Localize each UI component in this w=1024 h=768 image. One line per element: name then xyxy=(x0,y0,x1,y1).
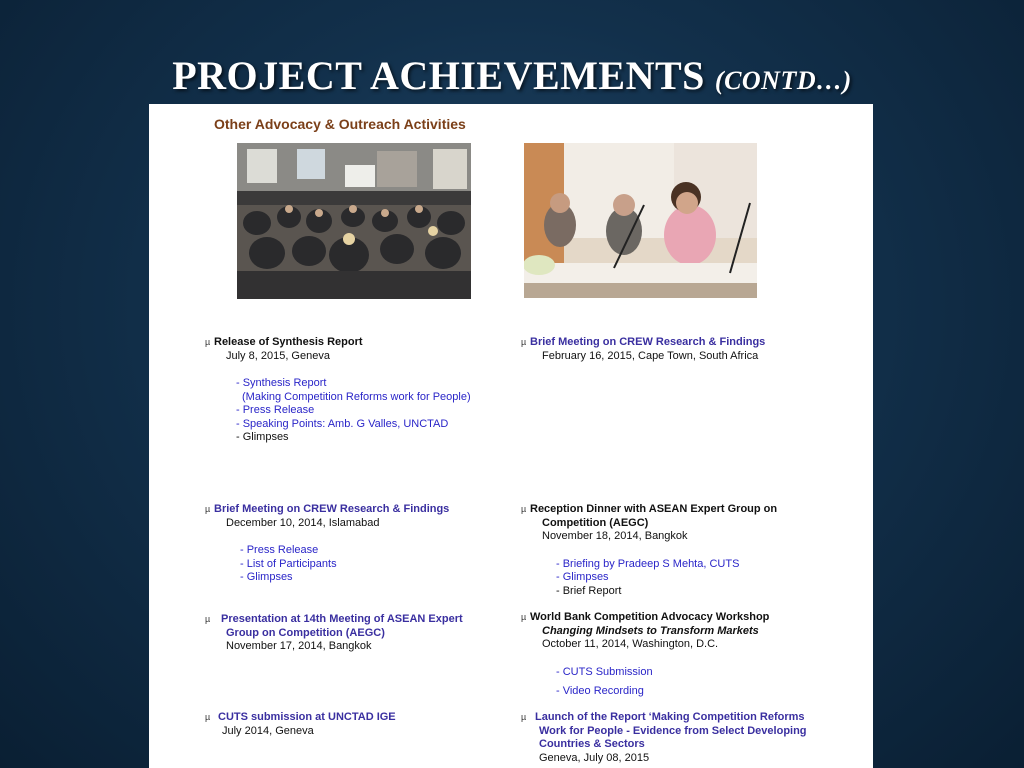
item-title[interactable]: CUTS submission at UNCTAD IGE xyxy=(218,711,396,723)
section-heading: Other Advocacy & Outreach Activities xyxy=(214,116,466,132)
bullet-icon: µ xyxy=(205,712,211,722)
list-item-report-launch xyxy=(521,711,861,765)
list-item-world-bank-workshop xyxy=(521,611,861,699)
link-press-release[interactable]: - Press Release xyxy=(236,404,315,416)
item-date: October 11, 2014, Washington, D.C. xyxy=(542,638,719,650)
item-title-line2[interactable]: Work for People - Evidence from Select Developing xyxy=(539,724,807,737)
list-item-aegc-presentation xyxy=(205,613,515,654)
link-list-of-participants[interactable]: - List of Participants xyxy=(240,557,337,570)
link-glimpses[interactable]: - Glimpses xyxy=(240,571,293,583)
bullet-icon: µ xyxy=(521,337,527,347)
item-date: February 16, 2015, Cape Town, South Africa xyxy=(542,349,759,362)
bullet-icon: µ xyxy=(521,712,527,722)
item-links xyxy=(205,544,505,585)
item-title-line2[interactable]: Group on Competition (AEGC) xyxy=(226,626,385,639)
item-title-line1[interactable]: Launch of the Report ‘Making Competition Reforms xyxy=(535,711,805,723)
item-title-line1: Reception Dinner with ASEAN Expert Group on xyxy=(530,503,778,515)
item-title-line2: Competition (AEGC) xyxy=(542,516,649,529)
item-title: World Bank Competition Advocacy Workshop xyxy=(530,611,770,623)
slide-title-suffix: (CONTD…) xyxy=(714,66,852,95)
link-speaking-points[interactable]: - Speaking Points: Amb. G Valles, UNCTAD xyxy=(236,417,449,430)
slide-title xyxy=(0,52,1024,99)
bullet-icon: µ xyxy=(205,504,211,514)
item-subtitle: Changing Mindsets to Transform Markets xyxy=(542,624,759,637)
link-cuts-submission[interactable]: - CUTS Submission xyxy=(556,665,653,678)
bullet-icon: µ xyxy=(205,614,211,624)
item-title[interactable]: Brief Meeting on CREW Research & Findings xyxy=(530,336,766,348)
link-synthesis-report[interactable]: - Synthesis Report xyxy=(236,377,327,389)
item-date: July 8, 2015, Geneva xyxy=(226,349,330,362)
screenshot-panel xyxy=(149,104,873,768)
item-date: November 18, 2014, Bangkok xyxy=(542,530,688,542)
text-glimpses: - Glimpses xyxy=(236,431,289,443)
item-title-line1[interactable]: Presentation at 14th Meeting of ASEAN Expert xyxy=(221,613,463,625)
bullet-icon: µ xyxy=(205,337,211,347)
link-synthesis-report-subtitle[interactable]: (Making Competition Reforms work for People) xyxy=(242,390,471,403)
list-item-synthesis-report xyxy=(205,336,505,445)
conference-hall-photo xyxy=(237,143,471,299)
list-item-reception-dinner xyxy=(521,503,861,598)
panel-speakers-photo xyxy=(524,143,757,298)
item-links xyxy=(521,666,861,699)
item-title-line3[interactable]: Countries & Sectors xyxy=(539,738,645,750)
item-links xyxy=(205,377,505,445)
link-press-release[interactable]: - Press Release xyxy=(240,544,319,556)
item-links xyxy=(521,558,861,599)
link-glimpses[interactable]: - Glimpses xyxy=(556,571,609,583)
link-briefing-pradeep[interactable]: - Briefing by Pradeep S Mehta, CUTS xyxy=(556,557,740,570)
text-brief-report: - Brief Report xyxy=(556,584,622,597)
item-date: July 2014, Geneva xyxy=(222,724,314,737)
list-item-unctad-ige xyxy=(205,711,505,738)
list-item-islamabad-meeting xyxy=(205,503,505,585)
item-date: Geneva, July 08, 2015 xyxy=(539,751,650,764)
list-item-capetown-meeting xyxy=(521,336,861,363)
link-video-recording[interactable]: - Video Recording xyxy=(556,685,644,697)
item-title[interactable]: Brief Meeting on CREW Research & Findings xyxy=(214,503,450,515)
bullet-icon: µ xyxy=(521,504,527,514)
bullet-icon: µ xyxy=(521,612,527,622)
item-date: November 17, 2014, Bangkok xyxy=(226,640,372,652)
slide-title-main: PROJECT ACHIEVEMENTS xyxy=(172,53,705,98)
item-title: Release of Synthesis Report xyxy=(214,336,363,348)
item-date: December 10, 2014, Islamabad xyxy=(226,516,380,529)
